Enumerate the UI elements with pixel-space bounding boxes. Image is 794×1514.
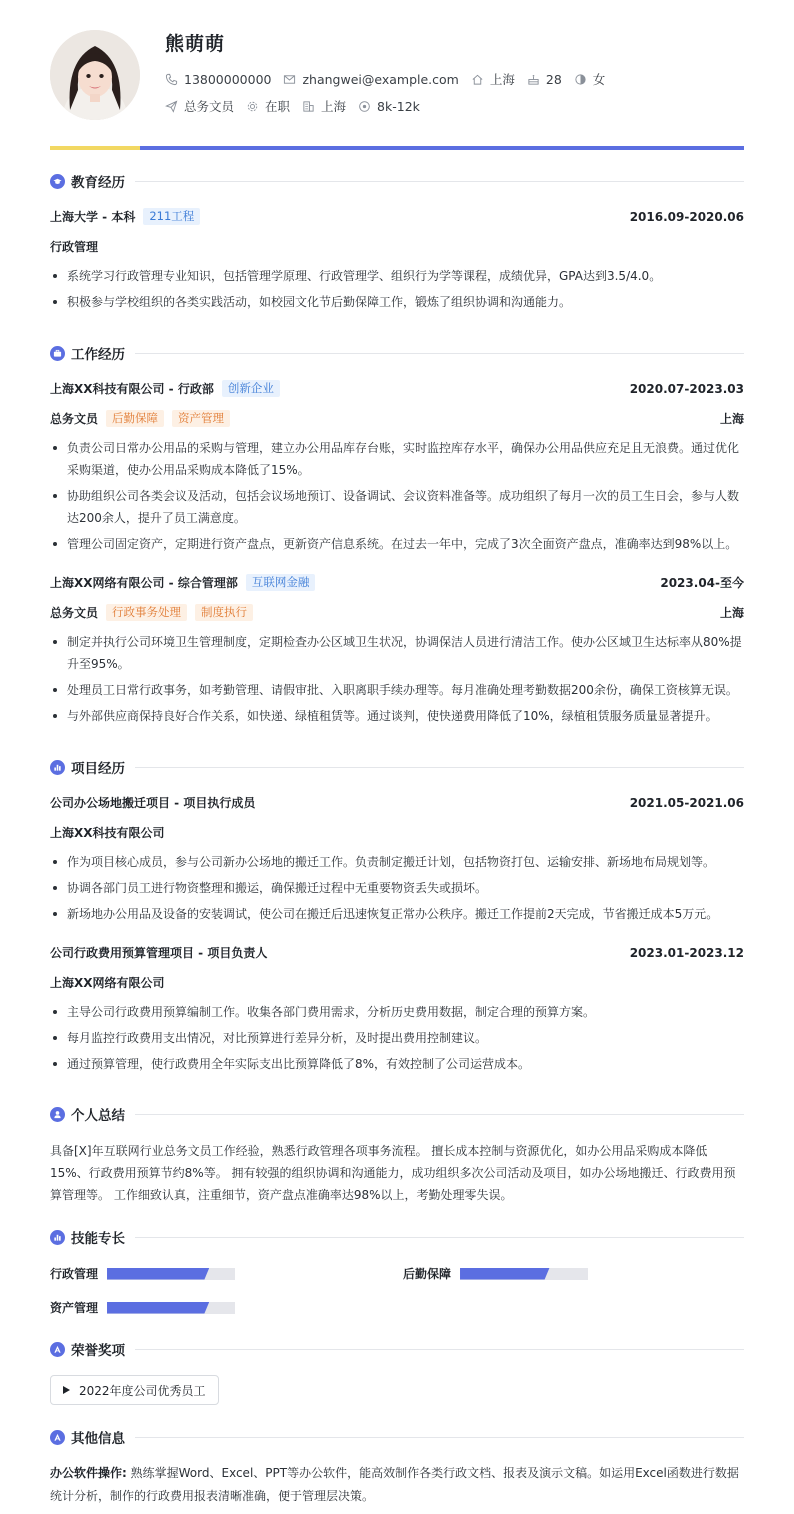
other-label: 办公软件操作: bbox=[50, 1466, 127, 1480]
award-icon bbox=[50, 1430, 65, 1445]
candidate-name: 熊萌萌 bbox=[165, 33, 226, 55]
salary-text: 8k-12k bbox=[377, 98, 420, 114]
gear-icon bbox=[246, 100, 259, 113]
phone-text: 13800000000 bbox=[184, 71, 272, 87]
job-intent-row bbox=[165, 97, 432, 115]
email-item bbox=[283, 72, 458, 87]
job-header bbox=[50, 574, 744, 591]
section-title: 荣誉奖项 bbox=[71, 1343, 125, 1359]
list-item: 通过预算管理，使行政费用全年实际支出比预算降低了8%，有效控制了公司运营成本。 bbox=[50, 1053, 744, 1075]
company-tag: 互联网金融 bbox=[246, 574, 316, 591]
job-role-row bbox=[50, 410, 744, 427]
skill-tag: 资产管理 bbox=[172, 410, 230, 427]
play-icon bbox=[63, 1386, 70, 1394]
location-item bbox=[471, 70, 515, 88]
section-work bbox=[50, 343, 744, 363]
job-text: 总务文员 bbox=[184, 99, 235, 114]
section-title: 技能专长 bbox=[71, 1231, 125, 1247]
education-header bbox=[50, 208, 744, 225]
money-icon bbox=[358, 100, 371, 113]
location-text: 上海 bbox=[489, 72, 515, 87]
skill-item bbox=[50, 1265, 235, 1282]
other-info bbox=[50, 1462, 744, 1508]
job-role: 总务文员 bbox=[50, 412, 99, 426]
project-company-row bbox=[50, 974, 744, 991]
list-item: 协调各部门员工进行物资整理和搬运，确保搬迁过程中无重要物资丢失或损坏。 bbox=[50, 877, 744, 899]
section-title: 项目经历 bbox=[71, 761, 125, 777]
company-name: 上海XX科技有限公司 - 行政部 bbox=[50, 382, 214, 396]
project-header bbox=[50, 944, 744, 961]
skill-item bbox=[50, 1299, 235, 1316]
section-skills bbox=[50, 1227, 744, 1247]
section-honors bbox=[50, 1339, 744, 1359]
education-bullets bbox=[50, 265, 744, 317]
section-title: 个人总结 bbox=[71, 1108, 125, 1124]
job-city: 上海 bbox=[719, 412, 744, 426]
building-icon bbox=[302, 100, 315, 113]
project-date: 2023.01-2023.12 bbox=[629, 945, 744, 960]
job-city: 上海 bbox=[719, 606, 744, 620]
gender-text: 女 bbox=[592, 72, 606, 87]
salary-item bbox=[358, 99, 420, 114]
section-title: 教育经历 bbox=[71, 175, 125, 191]
list-item: 制定并执行公司环境卫生管理制度，定期检查办公区域卫生状况，协调保洁人员进行清洁工作。使办公区域卫生达标率从80%提升至95%。 bbox=[50, 631, 744, 675]
project-date: 2021.05-2021.06 bbox=[629, 795, 744, 810]
target-city-item bbox=[302, 97, 346, 115]
skill-name: 行政管理 bbox=[50, 1267, 99, 1281]
award-badge bbox=[50, 1375, 219, 1405]
company-name: 上海XX网络有限公司 - 综合管理部 bbox=[50, 576, 238, 590]
project-bullets bbox=[50, 1001, 744, 1079]
major-row bbox=[50, 238, 744, 255]
chart-icon bbox=[50, 1230, 65, 1245]
list-item: 作为项目核心成员，参与公司新办公场地的搬迁工作。负责制定搬迁计划，包括物资打包、运输安排、新场地布局规划等。 bbox=[50, 851, 744, 873]
skill-bar bbox=[460, 1268, 588, 1280]
status-item bbox=[246, 97, 290, 115]
company-tag: 创新企业 bbox=[222, 380, 280, 397]
project-name: 公司行政费用预算管理项目 - 项目负责人 bbox=[50, 946, 268, 960]
section-title: 工作经历 bbox=[71, 347, 125, 363]
list-item: 系统学习行政管理专业知识，包括管理学原理、行政管理学、组织行为学等课程，成绩优异，GPA达到3.5/4.0。 bbox=[50, 265, 744, 287]
user-icon bbox=[50, 1107, 65, 1122]
list-item: 协助组织公司各类会议及活动，包括会议场地预订、设备调试、会议资料准备等。成功组织了每月一次的员工生日会，参与人数达200余人，提升了员工满意度。 bbox=[50, 485, 744, 529]
mail-icon bbox=[283, 73, 296, 86]
section-summary bbox=[50, 1104, 744, 1124]
project-company-row bbox=[50, 824, 744, 841]
gender-item bbox=[574, 70, 606, 88]
award-icon bbox=[50, 1342, 65, 1357]
education-date: 2016.09-2020.06 bbox=[629, 209, 744, 224]
skill-name: 资产管理 bbox=[50, 1301, 99, 1315]
briefcase-icon bbox=[50, 346, 65, 361]
section-other bbox=[50, 1427, 744, 1447]
skill-item bbox=[403, 1265, 588, 1282]
avatar-portrait bbox=[50, 30, 140, 120]
home-icon bbox=[471, 73, 484, 86]
job-item bbox=[165, 97, 234, 115]
skill-name: 后勤保障 bbox=[403, 1267, 452, 1281]
job-date: 2020.07-2023.03 bbox=[629, 381, 744, 396]
send-icon bbox=[165, 100, 178, 113]
major: 行政管理 bbox=[50, 240, 99, 254]
job-bullets bbox=[50, 631, 744, 731]
skill-tag: 行政事务处理 bbox=[106, 604, 187, 621]
list-item: 每月监控行政费用支出情况，对比预算进行差异分析，及时提出费用控制建议。 bbox=[50, 1027, 744, 1049]
project-header bbox=[50, 794, 744, 811]
contact-row bbox=[165, 70, 617, 88]
project-company: 上海XX网络有限公司 bbox=[50, 976, 165, 990]
avatar bbox=[50, 30, 140, 120]
section-education bbox=[50, 171, 744, 191]
project-company: 上海XX科技有限公司 bbox=[50, 826, 165, 840]
graduation-cap-icon bbox=[50, 174, 65, 189]
school-name: 上海大学 - 本科 bbox=[50, 210, 136, 224]
job-header bbox=[50, 380, 744, 397]
header-divider bbox=[50, 146, 744, 150]
project-bullets bbox=[50, 851, 744, 929]
list-item: 负责公司日常办公用品的采购与管理，建立办公用品库存台账，实时监控库存水平，确保办公用品供应充足且无浪费。通过优化采购渠道，使办公用品采购成本降低了15%。 bbox=[50, 437, 744, 481]
phone-icon bbox=[165, 73, 178, 86]
chart-icon bbox=[50, 760, 65, 775]
list-item: 主导公司行政费用预算编制工作。收集各部门费用需求，分析历史费用数据，制定合理的预算方案。 bbox=[50, 1001, 744, 1023]
summary-text: 具备[X]年互联网行业总务文员工作经验，熟悉行政管理各项事务流程。 擅长成本控制与资源优化，如办公用品采购成本降低15%、行政费用预算节约8%等。 拥有较强的组织协调和沟通能力，成功组织多次公司活动及项目，如办公场地搬迁、行政费用预算管理等。 工作细致认真，注重细节，资产盘点准确率达98%以上，考勤处理零失误。 bbox=[50, 1144, 736, 1202]
job-date: 2023.04-至今 bbox=[660, 576, 744, 590]
age-item bbox=[527, 72, 562, 87]
section-title: 其他信息 bbox=[71, 1431, 125, 1447]
project-name: 公司办公场地搬迁项目 - 项目执行成员 bbox=[50, 796, 256, 810]
skill-bar bbox=[107, 1302, 235, 1314]
school-tag: 211工程 bbox=[143, 208, 200, 225]
email-text: zhangwei@example.com bbox=[302, 71, 459, 87]
other-text: 熟练掌握Word、Excel、PPT等办公软件，能高效制作各类行政文档、报表及演示文稿。如运用Excel函数进行数据统计分析，制作的行政费用报表清晰准确，便于管理层决策。 bbox=[50, 1466, 739, 1503]
job-role-row bbox=[50, 604, 744, 621]
job-role: 总务文员 bbox=[50, 606, 99, 620]
list-item: 与外部供应商保持良好合作关系，如快递、绿植租赁等。通过谈判，使快递费用降低了10%，绿植租赁服务质量显著提升。 bbox=[50, 705, 744, 727]
list-item: 处理员工日常行政事务，如考勤管理、请假审批、入职离职手续办理等。每月准确处理考勤数据200余份，确保工资核算无误。 bbox=[50, 679, 744, 701]
job-bullets bbox=[50, 437, 744, 559]
status-text: 在职 bbox=[265, 99, 291, 114]
section-projects bbox=[50, 757, 744, 777]
target-city-text: 上海 bbox=[321, 99, 347, 114]
list-item: 积极参与学校组织的各类实践活动，如校园文化节后勤保障工作，锻炼了组织协调和沟通能力。 bbox=[50, 291, 744, 313]
cake-icon bbox=[527, 73, 540, 86]
skill-tag: 制度执行 bbox=[195, 604, 253, 621]
age-text: 28 bbox=[545, 71, 562, 87]
phone-item bbox=[165, 72, 271, 87]
skill-tag: 后勤保障 bbox=[106, 410, 164, 427]
list-item: 新场地办公用品及设备的安装调试，使公司在搬迁后迅速恢复正常办公秩序。搬迁工作提前2天完成，节省搬迁成本5万元。 bbox=[50, 903, 744, 925]
award-text: 2022年度公司优秀员工 bbox=[79, 1383, 206, 1398]
list-item: 管理公司固定资产，定期进行资产盘点，更新资产信息系统。在过去一年中，完成了3次全面资产盘点，准确率达到98%以上。 bbox=[50, 533, 744, 555]
gender-icon bbox=[574, 73, 587, 86]
skill-bar bbox=[107, 1268, 235, 1280]
